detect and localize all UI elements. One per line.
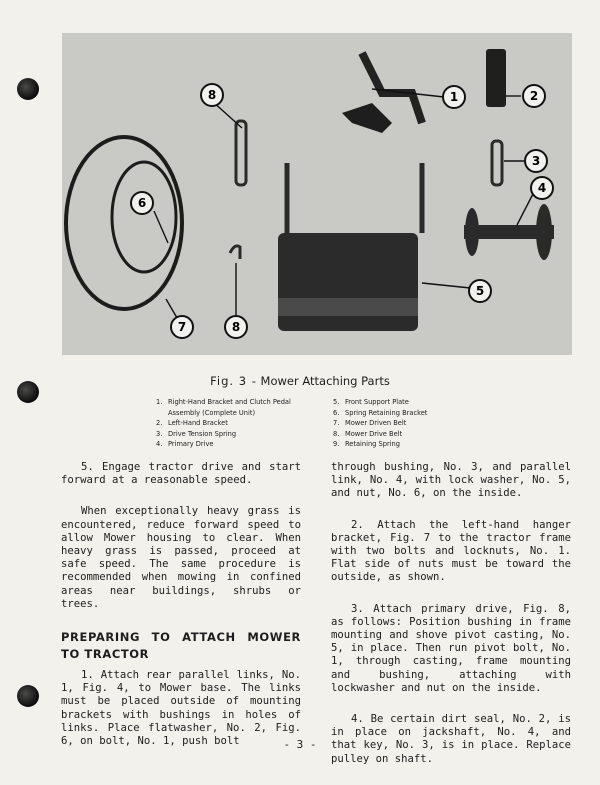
parts-legend-right [333, 397, 483, 450]
retaining-spring [236, 121, 246, 185]
legend-item: 6. Spring Retaining Bracket [333, 407, 428, 417]
left-text-column [61, 461, 301, 766]
front-support-plate [278, 233, 418, 331]
callout-label: 3 [531, 154, 541, 168]
mower-driven-belt [66, 137, 182, 309]
paragraph: 4. Be certain dirt seal, No. 2, is in place on jackshaft, No. 4, and that key, No. 3, is in place. Replace pulley on shaft. [331, 713, 571, 765]
legend-item: 7. Mower Driven Belt [333, 418, 407, 428]
parts-photograph [62, 33, 572, 355]
paragraph: When exceptionally heavy grass is encountered, reduce forward speed to allow Mower housing to clear. When heavy grass is passed, proceed at safe speed. The same procedure is recommended when mowing in confined areas near buildings, shrubs or trees. [61, 505, 301, 610]
figure-caption [0, 374, 600, 388]
callout-label: 7 [177, 320, 187, 334]
callout-label: 8 [231, 320, 241, 334]
legend-item: 3. Drive Tension Spring [156, 428, 237, 438]
callout-label: 1 [449, 90, 459, 104]
page-number: - 3 - [283, 738, 317, 751]
paragraph: 2. Attach the left-hand hanger bracket, Fig. 7 to the tractor frame with two bolts and locknuts, No. 1. Flat side of nuts must be toward the outside, as shown. [331, 518, 571, 584]
paragraph: through bushing, No. 3, and parallel link, No. 4, with lock washer, No. 5, and nut, No. 6, on the inside. [331, 461, 571, 500]
legend-item: 1. Right-Hand Bracket and Clutch Pedal Assembly (Complete Unit) [156, 397, 291, 417]
parts-legend-left [156, 397, 316, 450]
callout-label: 6 [137, 196, 147, 210]
callout-label: 4 [537, 181, 547, 195]
paragraph: 5. Engage tractor drive and start forward at a reasonable speed. [61, 461, 301, 487]
parts-illustration [62, 33, 572, 355]
legend-item: 9. Retaining Spring [333, 439, 400, 449]
callout-label: 5 [475, 284, 485, 298]
spring-retaining-bracket [230, 246, 240, 259]
figure-number: Fig. 3 - [210, 374, 257, 388]
callout-label: 2 [529, 89, 539, 103]
paragraph: 1. Attach rear parallel links, No. 1, Fig. 4, to Mower base. The links must be placed outside of mounting brackets with bushings in holes of links. Place flatwasher, No. 2, Fig. 6, on bolt, No. 1, push bolt [61, 669, 301, 748]
left-hand-bracket [486, 49, 506, 107]
legend-item: 5. Front Support Plate [333, 397, 409, 406]
legend-item: 8. Mower Drive Belt [333, 428, 403, 438]
paragraph: 3. Attach primary drive, Fig. 8, as follows: Position bushing in frame mounting and shove pivot casting, No. 5, in place. Then run pivot bolt, No. 1, through casting, frame mounting and bushing, attaching with lockwasher and nut on the inside. [331, 602, 571, 694]
section-heading: PREPARING TO ATTACH MOWER TO TRACTOR [61, 630, 301, 662]
binder-hole-bottom [17, 685, 39, 707]
mower-drive-belt [112, 162, 176, 272]
legend-item: 4. Primary Drive [156, 439, 214, 449]
callout-label: 8 [207, 88, 217, 102]
figure-title: Mower Attaching Parts [260, 374, 390, 388]
right-text-column [331, 461, 571, 784]
binder-hole-top [17, 78, 39, 100]
drive-tension-spring [492, 141, 502, 185]
legend-item: 2. Left-Hand Bracket [156, 418, 228, 428]
